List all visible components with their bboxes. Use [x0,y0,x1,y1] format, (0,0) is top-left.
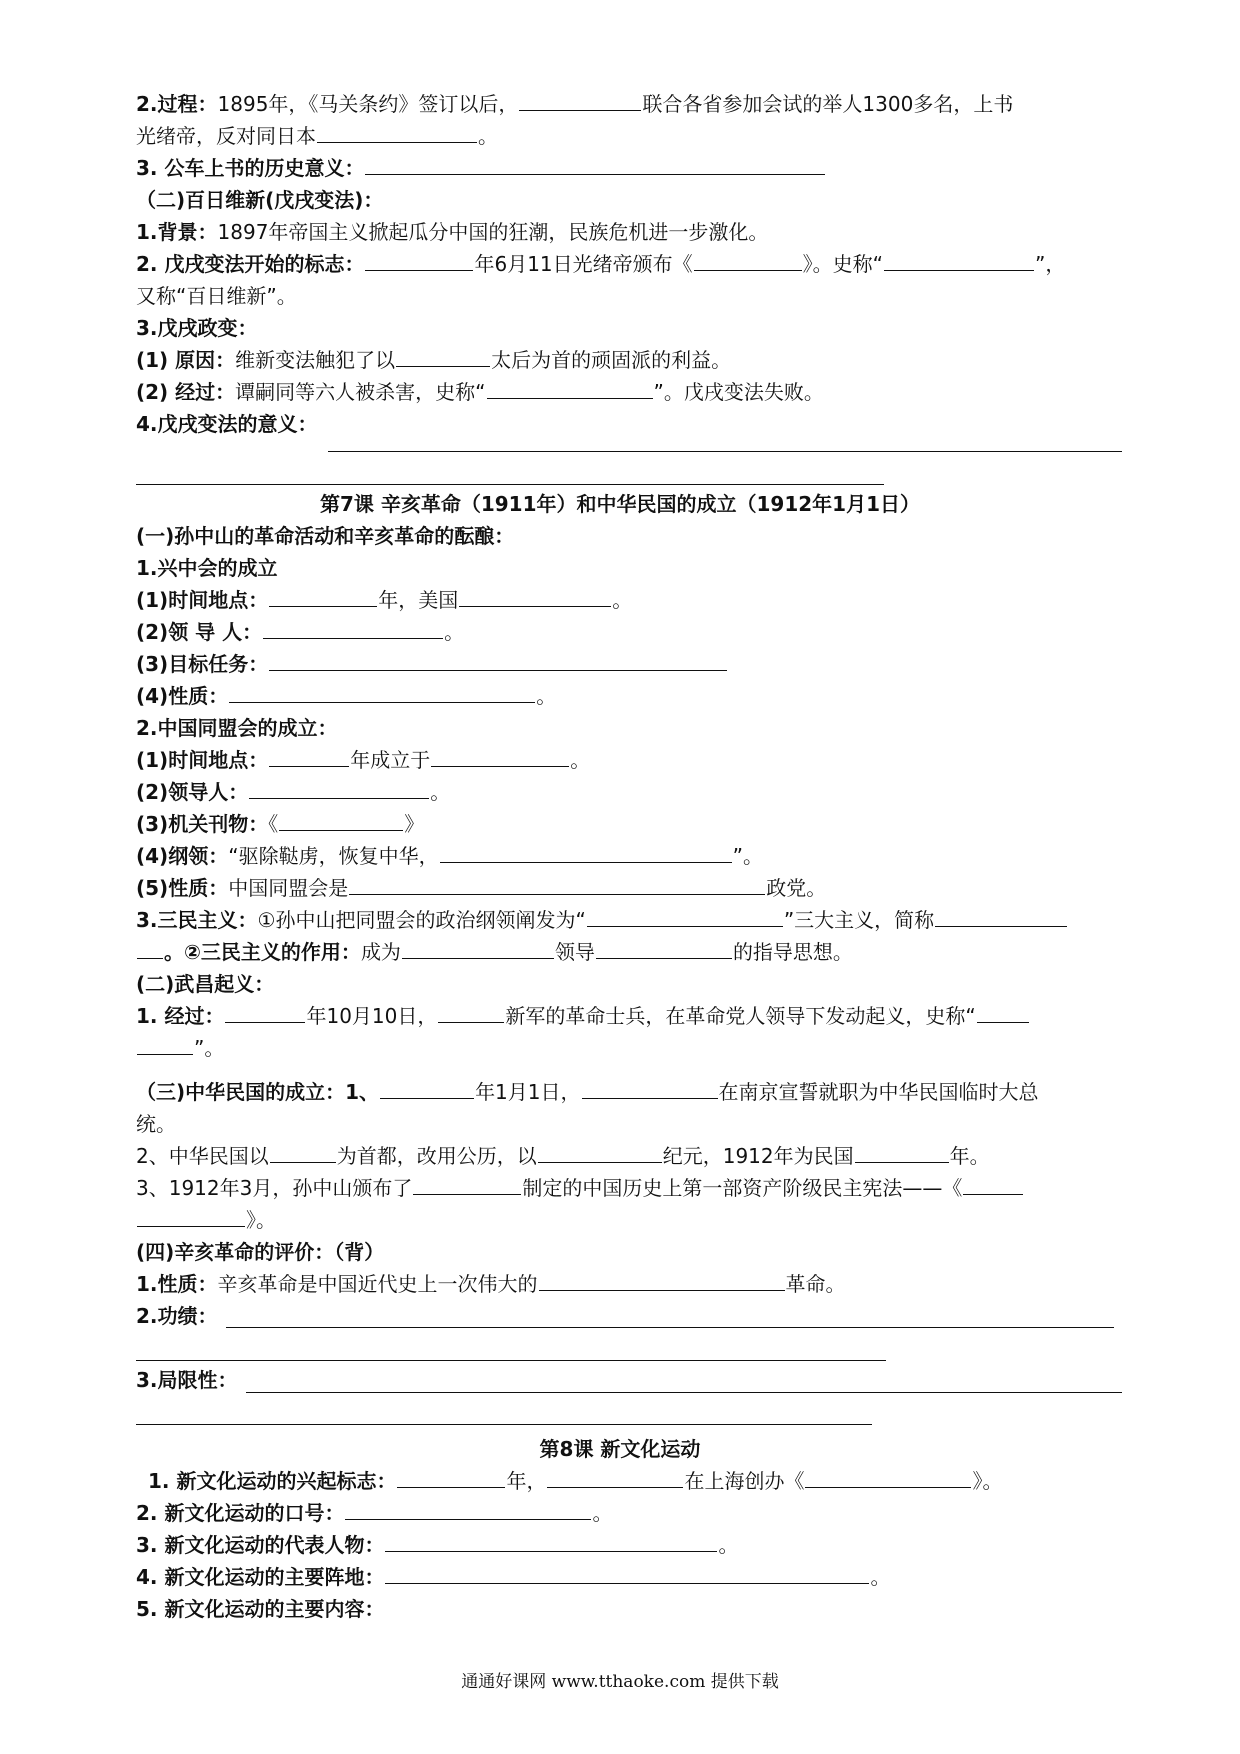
answer-line[interactable] [136,1360,886,1361]
item-text: ①孙中山把同盟会的政治纲领阐发为“ [257,908,586,932]
line-course [136,376,1126,408]
item-label: (4)纲领： [136,844,229,868]
line-tmh-program [136,840,1126,872]
item-text: ”。 [194,1036,225,1060]
item-text: 在上海创办《 [684,1469,805,1493]
blank[interactable] [397,1465,505,1488]
item-text: 2、中华民国以 [136,1144,269,1168]
blank[interactable] [137,1204,245,1227]
item-text: 。 [592,1501,613,1525]
item-text: 。 [718,1533,739,1557]
item-text: 》。史称“ [802,252,884,276]
blank[interactable] [279,808,403,831]
line-xzh-leader [136,616,1126,648]
item-label: (1)时间地点： [136,588,269,612]
blank[interactable] [402,936,554,959]
page-footer: 通通好课网 www.tthaoke.com 提供下载 [461,1672,779,1692]
section-heading: (二)武昌起义： [136,972,275,996]
item-text: 为首都，改用公历，以 [336,1144,537,1168]
item-text: 太后为首的顽固派的利益。 [491,348,732,372]
line-three-principles [136,904,1126,936]
item-text: 1897年帝国主义掀起瓜分中国的狂潮，民族危机进一步激化。 [217,220,769,244]
item-text: 年，美国 [378,588,459,612]
blank[interactable] [539,1268,785,1291]
item-label: (3)机关刊物： [136,812,269,836]
item-text: 新军的革命士兵，在革命党人领导下发动起义，史称“ [505,1004,976,1028]
item-text: 年6月11日光绪帝颁布《 [474,252,693,276]
blank[interactable] [349,872,765,895]
item-text: 》 [404,812,425,836]
blank[interactable] [380,1076,474,1099]
item-label: (2) 经过： [136,380,236,404]
blank[interactable] [270,1140,336,1163]
blank[interactable] [137,1032,193,1055]
line-tmh-leader [136,776,1126,808]
line-wuchang-cont [136,1032,1126,1064]
blank[interactable] [385,1561,869,1584]
item-text: 。 [430,780,451,804]
item-text: 》。 [972,1469,1003,1493]
item-text: 。 [570,748,591,772]
line-constitution [136,1172,1126,1204]
blank[interactable] [269,648,727,671]
item-label: 1.背景： [136,220,218,244]
section-heading: (一)孙中山的革命活动和辛亥革命的酝酿： [136,524,515,548]
blank[interactable] [317,120,477,143]
blank[interactable] [229,680,535,703]
line-nc-base [136,1561,1126,1593]
item-label: （三)中华民国的成立：1、 [136,1080,380,1104]
blank[interactable] [459,584,611,607]
line-tmh-journal [136,808,1126,840]
item-text: 。 [478,124,498,148]
blank[interactable] [519,88,641,111]
blank[interactable] [440,840,732,863]
item-label: (2)领 导 人： [136,620,263,644]
blank[interactable] [225,1000,305,1023]
item-label: (1) 原因： [136,348,236,372]
item-text: 。 [444,620,465,644]
blank[interactable] [538,1140,662,1163]
item-text: 在南京宣誓就职为中华民国临时大总 [718,1080,1039,1104]
blank[interactable] [365,248,473,271]
item-label: 2. 新文化运动的口号： [136,1501,345,1525]
item-text: 成为 [360,940,401,964]
blank[interactable] [385,1529,717,1552]
item-text: 年成立于 [350,748,431,772]
item-label: 4. 新文化运动的主要阵地： [136,1565,385,1589]
line-reform-alias: 又称“百日维新”。 [136,284,297,308]
answer-line[interactable] [246,1392,1122,1393]
blank[interactable] [365,152,825,175]
item-text: 的指导思想。 [732,940,853,964]
blank[interactable] [582,1076,718,1099]
lesson-8-title: 第8课 新文化运动 [539,1437,701,1461]
answer-line[interactable] [136,484,884,485]
line-significance [136,152,1126,184]
blank[interactable] [269,744,349,767]
item-text: ”。 [732,844,763,868]
item-label: 5. 新文化运动的主要内容： [136,1597,385,1621]
item-label: (2)领导人： [136,780,249,804]
blank[interactable] [263,616,443,639]
item-text: 联合各省参加会试的举人1300多名，上书 [642,92,1014,116]
item-text: 年1月1日， [475,1080,581,1104]
item-text: 。 [870,1565,891,1589]
item-label: 2.功绩： [136,1304,218,1328]
line-roc-capital [136,1140,1126,1172]
line-tmh-nature [136,872,1126,904]
blank[interactable] [587,904,783,927]
item-label: (4)性质： [136,684,229,708]
blank[interactable] [963,1172,1023,1195]
blank[interactable] [884,248,1034,271]
line-nc-origin [148,1465,1138,1497]
item-heading: 3.戊戌政变： [136,316,258,340]
item-label: (5)性质： [136,876,229,900]
item-text: 维新变法触犯了以 [235,348,396,372]
blank[interactable] [935,904,1067,927]
line-three-principles-cont [136,936,1126,968]
line-process [136,88,1126,120]
line-xzh-goal [136,648,1126,680]
item-text: 领导 [554,940,595,964]
item-label: 2.过程： [136,92,218,116]
item-text: 光绪帝，反对同日本 [136,124,316,148]
answer-line[interactable] [226,1327,1114,1328]
line-roc-founding [136,1076,1126,1108]
blank[interactable] [596,936,732,959]
item-label: 3.局限性： [136,1368,238,1392]
line-roc-founding-cont: 统。 [136,1112,176,1136]
item-text: 3、1912年3月，孙中山颁布了 [136,1176,413,1200]
item-label: 3. 公车上书的历史意义： [136,156,365,180]
blank[interactable] [805,1465,971,1488]
blank[interactable] [547,1465,683,1488]
item-text: 。 [612,588,633,612]
item-text: 年。 [949,1144,990,1168]
item-text: 制定的中国历史上第一部资产阶级民主宪法——《 [522,1176,963,1200]
item-text: 1895年，《马关条约》签订以后， [217,92,519,116]
line-nc-content [136,1593,1126,1625]
line-constitution-cont [136,1204,1126,1236]
line-nc-slogan [136,1497,1126,1529]
blank[interactable] [137,936,163,959]
line-xzh-time-place [136,584,1126,616]
item-heading: 1.兴中会的成立 [136,556,278,580]
item-text: ”。戊戌变法失败。 [653,380,824,404]
item-text: 政党。 [766,876,827,900]
item-text: 革命。 [785,1272,846,1296]
answer-line[interactable] [328,451,1122,452]
line-tmh-time-place [136,744,1126,776]
line-background [136,216,1126,248]
item-text: 中国同盟会是 [228,876,349,900]
line-process-cont [136,120,1126,152]
blank[interactable] [487,376,653,399]
item-text: 》。 [246,1208,276,1232]
section-heading: （二)百日维新(戊戌变法)： [136,188,384,212]
item-label: 。②三民主义的作用： [164,940,361,964]
blank[interactable] [269,584,377,607]
line-xinhai-nature [136,1268,1126,1300]
blank[interactable] [694,248,802,271]
item-label: 2. 戊戌变法开始的标志： [136,252,365,276]
blank[interactable] [431,744,569,767]
blank[interactable] [396,344,490,367]
item-text: 年， [506,1469,547,1493]
item-label: (3)目标任务： [136,652,269,676]
blank[interactable] [438,1000,504,1023]
line-reform-start [136,248,1126,280]
item-text: 辛亥革命是中国近代史上一次伟大的 [217,1272,538,1296]
item-label: 1. 经过： [136,1004,225,1028]
line-cause [136,344,1126,376]
line-xzh-nature [136,680,1126,712]
item-label: 3.三民主义： [136,908,258,932]
item-text: “驱除鞑虏，恢复中华， [228,844,439,868]
lesson-7-title: 第7课 辛亥革命（1911年）和中华民国的成立（1912年1月1日） [319,492,921,516]
item-text: 谭嗣同等六人被杀害，史称“ [235,380,486,404]
answer-line[interactable] [136,1424,872,1425]
line-reform-meaning [136,408,1126,440]
item-text: ”三大主义，简称 [783,908,935,932]
item-text: 纪元，1912年为民国 [662,1144,854,1168]
line-nc-figures [136,1529,1126,1561]
line-wuchang [136,1000,1126,1032]
item-label: (1)时间地点： [136,748,269,772]
blank[interactable] [345,1497,591,1520]
item-text: 。 [536,684,557,708]
item-text: 《 [268,812,279,836]
item-label: 1.性质： [136,1272,218,1296]
item-text: ”， [1035,252,1066,276]
item-label: 1. 新文化运动的兴起标志： [148,1469,397,1493]
section-heading: (四)辛亥革命的评价：（背） [136,1240,385,1264]
blank[interactable] [249,776,429,799]
blank[interactable] [855,1140,949,1163]
item-label: 3. 新文化运动的代表人物： [136,1533,385,1557]
item-text: 年10月10日， [306,1004,438,1028]
blank[interactable] [977,1000,1029,1023]
item-label: 4.戊戌变法的意义： [136,412,318,436]
item-heading: 2.中国同盟会的成立： [136,716,338,740]
blank[interactable] [413,1172,521,1195]
